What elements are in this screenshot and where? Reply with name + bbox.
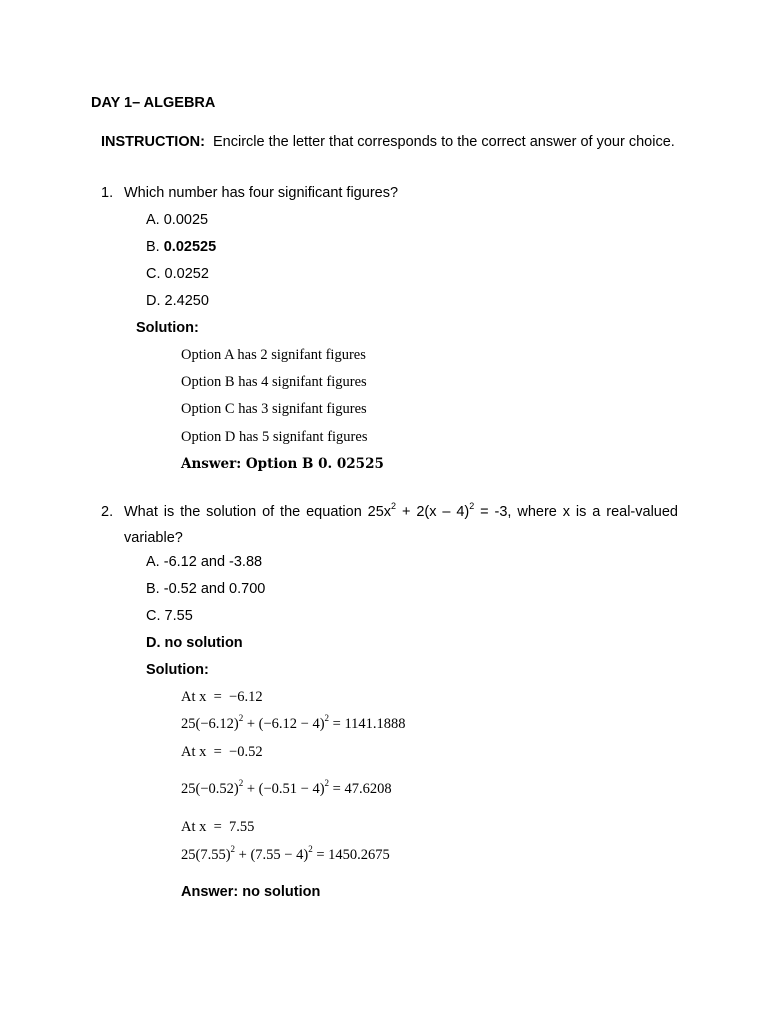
- equation-exponent: 2: [324, 713, 330, 724]
- question-1-text: Which number has four significant figures?: [124, 185, 399, 201]
- q1-answer: Answer: Option B 0. 02525: [181, 456, 384, 472]
- question-2-number: 2.: [101, 504, 114, 520]
- equation-exponent: 2: [308, 844, 313, 855]
- q2-work-equation: [181, 780, 392, 798]
- q2-exponent: 2: [391, 501, 397, 512]
- equation-exponent: 2: [324, 778, 330, 789]
- q1-option-c-value: 0.0252: [164, 266, 209, 282]
- page-title: DAY 1– ALGEBRA: [91, 95, 216, 111]
- q2-work-equation: [181, 846, 390, 864]
- q2-work-line: At x = −0.52: [181, 744, 263, 760]
- q1-option-b: [146, 238, 216, 256]
- q2-option-d: [146, 634, 243, 652]
- q2-option-b-letter: B.: [146, 581, 160, 597]
- q2-option-a: [146, 553, 262, 571]
- q1-solution-line: Option A has 2 signifant figures: [181, 347, 366, 363]
- equation-exponent: 2: [238, 778, 244, 789]
- equation-part: + (7.55 − 4): [235, 847, 309, 863]
- equation-part: + (−6.12 − 4): [243, 716, 325, 732]
- q2-solution-label: Solution:: [146, 662, 209, 678]
- q1-solution-line: Option D has 5 signifant figures: [181, 429, 368, 445]
- q2-exponent: 2: [469, 501, 475, 512]
- q1-option-b-letter: B.: [146, 239, 160, 255]
- instruction-text: Encircle the letter that corresponds to the correct answer of your choice.: [212, 134, 675, 150]
- q2-work-line: At x = 7.55: [181, 819, 255, 835]
- q1-option-a: [146, 211, 208, 229]
- q2-option-c: [146, 607, 193, 625]
- equation-exponent: 2: [230, 844, 236, 855]
- q1-option-d-letter: D.: [146, 293, 161, 309]
- q2-option-b-value: -0.52 and 0.700: [163, 581, 266, 597]
- q2-work-line: At x = −6.12: [181, 689, 263, 705]
- q1-solution-line: Option C has 3 signifant figures: [181, 401, 367, 417]
- q2-text-part: What is the solution of the equation 25x: [124, 504, 392, 520]
- q1-option-d: [146, 292, 209, 310]
- equation-part: + (−0.51 − 4): [243, 781, 325, 797]
- q2-text-part: + 2(x – 4): [396, 504, 470, 520]
- equation-part: = 1450.2675: [312, 847, 390, 863]
- q1-option-c-letter: C.: [146, 266, 161, 282]
- q1-option-c: [146, 265, 209, 283]
- q2-work-equation: [181, 715, 406, 733]
- q1-option-a-value: 0.0025: [163, 212, 209, 228]
- q2-answer: Answer: no solution: [181, 884, 321, 900]
- question-1-number: 1.: [101, 185, 114, 201]
- q2-option-c-letter: C.: [146, 608, 161, 624]
- instruction-label: INSTRUCTION:: [101, 134, 205, 150]
- q2-option-c-value: 7.55: [164, 608, 193, 624]
- q1-solution-label: Solution:: [136, 320, 199, 336]
- q2-option-d-value: no solution: [164, 635, 243, 651]
- equation-part: 25(−6.12): [181, 716, 239, 732]
- equation-part: 25(−0.52): [181, 781, 239, 797]
- q2-option-d-letter: D.: [146, 635, 161, 651]
- q1-option-a-letter: A.: [146, 212, 160, 228]
- q1-option-d-value: 2.4250: [164, 293, 209, 309]
- equation-part: = 1141.1888: [329, 716, 406, 732]
- question-2-text: [124, 499, 678, 551]
- equation-part: 25(7.55): [181, 847, 231, 863]
- q2-option-b: [146, 580, 265, 598]
- q2-option-a-value: -6.12 and -3.88: [163, 554, 263, 570]
- q1-option-b-value: 0.02525: [163, 239, 217, 255]
- q1-solution-line: Option B has 4 signifant figures: [181, 374, 367, 390]
- equation-part: = 47.6208: [329, 781, 392, 797]
- equation-exponent: 2: [238, 713, 244, 724]
- q2-text-part: = -3, where x is a real-valued variable?: [124, 504, 678, 546]
- q2-option-a-letter: A.: [146, 554, 160, 570]
- instruction-paragraph: [101, 129, 678, 156]
